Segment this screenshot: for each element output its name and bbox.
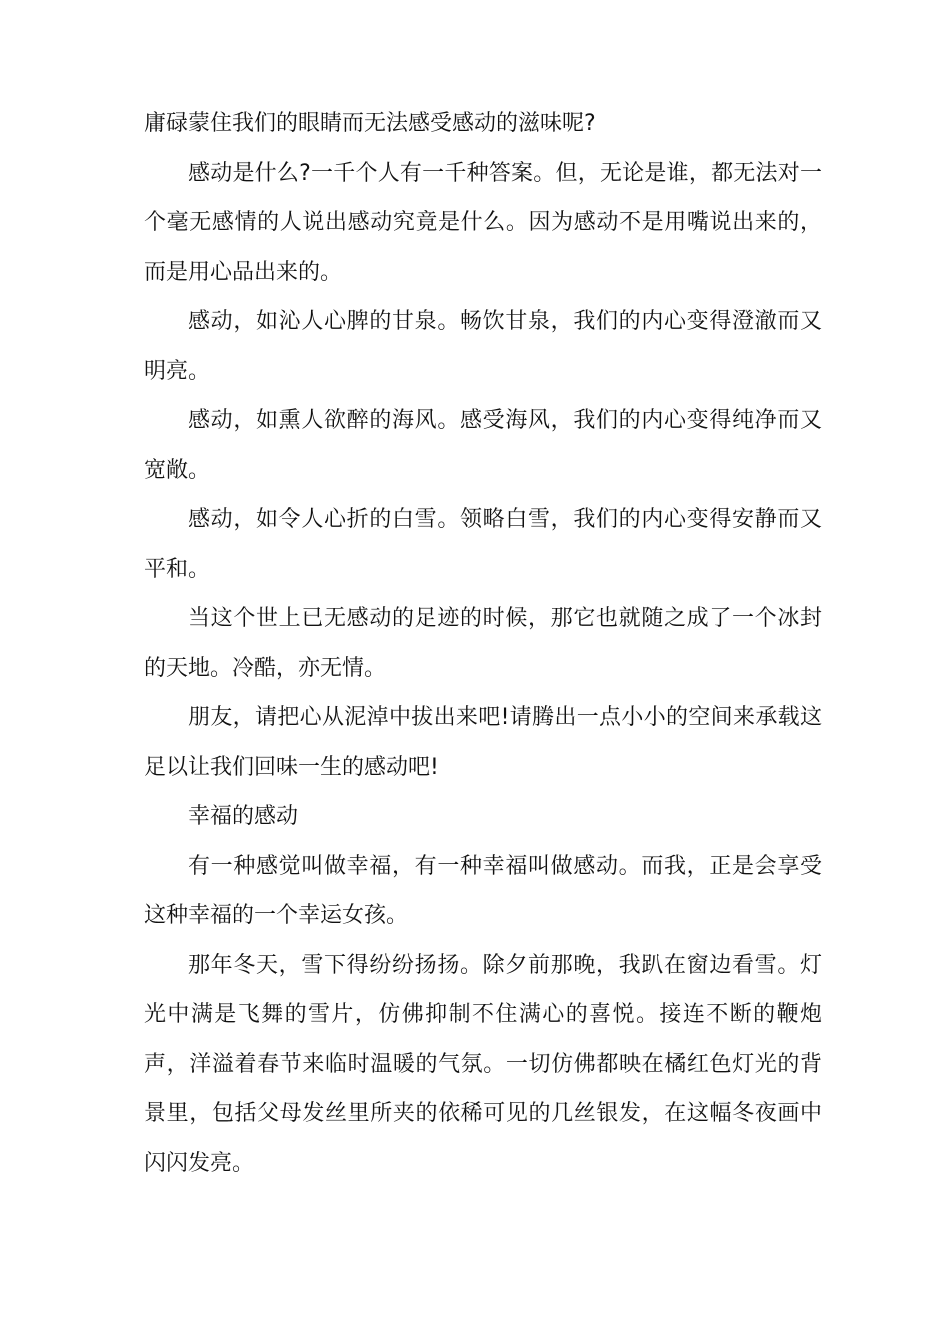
paragraph-winter-night: 那年冬天，雪下得纷纷扬扬。除夕前那晚，我趴在窗边看雪。灯光中满是飞舞的雪片，仿佛抑制不住满心的喜悦。接连不断的鞭炮声，洋溢着春节来临时温暖的气氛。一切仿佛都映在橘红色灯光的背景里，包括父母发丝里所夹的依稀可见的几丝银发，在这幅冬夜画中闪闪发亮。 <box>144 952 822 1176</box>
paragraph-what-is-touching: 感动是什么?一千个人有一千种答案。但，无论是谁，都无法对一个毫无感情的人说出感动究竟是什么。因为感动不是用嘴说出来的，而是用心品出来的。 <box>144 160 822 285</box>
paragraph-white-snow: 感动，如令人心折的白雪。领略白雪，我们的内心变得安静而又平和。 <box>144 507 822 582</box>
paragraph-happiness: 有一种感觉叫做幸福，有一种幸福叫做感动。而我，正是会享受这种幸福的一个幸运女孩。 <box>144 853 822 928</box>
document-body <box>144 99 822 1188</box>
paragraph-sea-breeze: 感动，如熏人欲醉的海风。感受海风，我们的内心变得纯净而又宽敞。 <box>144 408 822 483</box>
paragraph-spring: 感动，如沁人心脾的甘泉。畅饮甘泉，我们的内心变得澄澈而又明亮。 <box>144 309 822 384</box>
paragraph-frozen-world: 当这个世上已无感动的足迹的时候，那它也就随之成了一个冰封的天地。冷酷，亦无情。 <box>144 606 822 681</box>
paragraph-friend-appeal: 朋友，请把心从泥淖中拔出来吧!请腾出一点小小的空间来承载这足以让我们回味一生的感动吧! <box>144 705 822 780</box>
section-heading: 幸福的感动 <box>188 804 299 829</box>
paragraph-continuation: 庸碌蒙住我们的眼睛而无法感受感动的滋味呢? <box>144 111 596 136</box>
